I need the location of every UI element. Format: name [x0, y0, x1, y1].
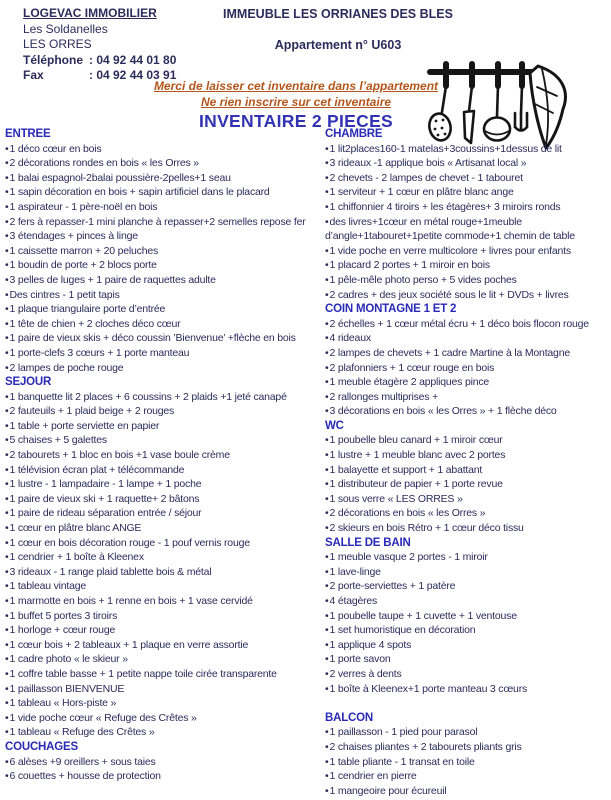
bullet-icon: •	[5, 522, 9, 535]
inventory-item: •2 rallonges multiprises +	[325, 390, 438, 403]
bullet-icon: •	[5, 390, 9, 403]
inventory-item: •1 tableau « Refuge des Crêtes »	[5, 726, 155, 739]
inventory-item: •2 fauteuils + 1 plaid beige + 2 rouges	[5, 405, 175, 418]
bullet-icon: •	[325, 259, 329, 272]
bullet-icon: •	[325, 346, 329, 359]
inventory-section	[325, 711, 611, 799]
bullet-icon: •	[5, 565, 9, 578]
phone-row	[23, 53, 176, 69]
inventory-item: •1 boudin de porte + 2 blocs porte	[5, 259, 157, 272]
inventory-item: •1 tête de chien + 2 cloches déco cœur	[5, 317, 181, 330]
bullet-icon: •	[325, 405, 329, 418]
section-title: COUCHAGES	[5, 740, 78, 753]
building-block	[188, 7, 488, 53]
inventory-section	[5, 375, 315, 740]
inventory-item: •1 horloge + cœur rouge	[5, 624, 116, 637]
bullet-icon: •	[5, 536, 9, 549]
apartment-number: Appartement n° U603	[274, 38, 402, 52]
inventory-item: •2 chaises pliantes + 2 tabourets pliants gris	[325, 740, 522, 753]
bullet-icon: •	[5, 361, 9, 374]
section-title: SALLE DE BAIN	[325, 536, 411, 549]
inventory-item: •2 plafonniers + 1 cœur rouge en bois	[325, 361, 495, 374]
building-name: IMMEUBLE LES ORRIANES DES BLES	[223, 7, 453, 21]
inventory-item: •3 pelles de luges + 1 paire de raquettes adulte	[5, 273, 216, 286]
inventory-item: •1 marmotte en bois + 1 renne en bois + 1 vase cervidé	[5, 595, 253, 607]
bullet-icon: •	[325, 244, 329, 257]
bullet-icon: •	[5, 653, 9, 666]
inventory-item: •4 étagères	[325, 595, 378, 607]
inventory-item: •1 cadre photo « le skieur »	[5, 653, 128, 666]
inventory-item: •1 tableau « Hors-piste »	[5, 697, 117, 710]
bullet-icon: •	[325, 361, 329, 374]
inventory-item: •1 cœur en plâtre blanc ANGE	[5, 522, 142, 535]
section-title: CHAMBRE	[325, 128, 383, 140]
inventory-item: •1 lave-linge	[325, 565, 381, 578]
phone-label: Téléphone	[23, 52, 84, 67]
bullet-icon: •	[5, 434, 9, 447]
bullet-icon: •	[325, 638, 329, 651]
bullet-icon: •	[325, 755, 329, 768]
bullet-icon: •	[325, 565, 329, 578]
inventory-item: •1 cœur en bois décoration rouge - 1 pouf vernis rouge	[5, 536, 250, 549]
inventory-section	[325, 302, 611, 419]
inventory-item: •1 coffre table basse + 1 petite nappe toile cirée transparente	[5, 667, 277, 680]
inventory-item: •1 télévision écran plat + télécommande	[5, 463, 185, 476]
inventory-item: •1 sous verre « LES ORRES »	[325, 492, 463, 505]
bullet-icon: •	[325, 492, 329, 505]
inventory-item: •1 porte-clefs 3 cœurs + 1 porte manteau	[5, 346, 190, 359]
bullet-icon: •	[5, 595, 9, 607]
inventory-item: •6 alèses +9 oreillers + sous taies	[5, 755, 156, 768]
agency-block	[23, 6, 176, 84]
bullet-icon: •	[5, 215, 9, 228]
inventory-item: •1 chiffonnier 4 tiroirs + les étagères+ 3 miroirs ronds	[325, 200, 561, 213]
inventory-item: •2 décorations en bois « les Orres »	[325, 507, 486, 520]
bullet-icon: •	[325, 157, 329, 170]
bullet-icon: •	[5, 186, 9, 199]
inventory-item: •2 décorations rondes en bois « les Orres »	[5, 157, 199, 170]
bullet-icon: •	[325, 682, 329, 695]
inventory-item: •2 échelles + 1 cœur métal écru + 1 déco bois flocon rouge	[325, 317, 589, 330]
bullet-icon: •	[5, 142, 9, 155]
left-column	[5, 127, 315, 784]
inventory-item: •1 set humoristique en décoration	[325, 624, 476, 637]
bullet-icon: •	[325, 273, 329, 286]
section-title: WC	[325, 419, 344, 432]
inventory-item: •1 lit2places160-1 matelas+3coussins+1dessus de lit	[325, 142, 562, 155]
bullet-icon: •	[325, 200, 329, 213]
inventory-item: •1 table + porte serviette en papier	[5, 419, 160, 432]
inventory-item: •2 tabourets + 1 bloc en bois +1 vase boule crème	[5, 449, 230, 462]
bullet-icon: •	[325, 463, 329, 476]
bullet-icon: •	[325, 609, 329, 622]
bullet-icon: •	[5, 682, 9, 695]
inventory-item: •1 buffet 5 portes 3 tiroirs	[5, 609, 118, 622]
inventory-section	[325, 127, 611, 302]
inventory-section	[5, 740, 315, 784]
inventory-item: •1 lustre + 1 meuble blanc avec 2 portes	[325, 449, 506, 462]
inventory-item: •1 sapin décoration en bois + sapin artificiel dans le placard	[5, 186, 270, 199]
bullet-icon: •	[5, 755, 9, 768]
inventory-item: •1 paire de vieux skis + déco coussin ’Bienvenue’ +flèche en bois	[5, 332, 296, 345]
inventory-item: •4 rideaux	[325, 332, 371, 345]
bullet-icon: •	[325, 726, 329, 739]
bullet-icon: •	[325, 142, 329, 155]
inventory-section	[5, 127, 315, 375]
bullet-icon: •	[325, 595, 329, 607]
bullet-icon: •	[325, 770, 329, 783]
inventory-item: •2 chevets - 2 lampes de chevet - 1 tabouret	[325, 171, 523, 184]
inventory-item: •1 plaque triangulaire porte d’entrée	[5, 303, 166, 316]
inventory-item: •1 paire de rideau séparation entrée / séjour	[5, 507, 202, 520]
inventory-item: •2 porte-serviettes + 1 patère	[325, 580, 456, 593]
bullet-icon: •	[5, 157, 9, 170]
bullet-icon: •	[5, 273, 9, 286]
inventory-item: •1 poubelle bleu canard + 1 miroir cœur	[325, 434, 503, 447]
inventory-item: •2 lampes de chevets + 1 cadre Martine à la Montagne	[325, 346, 570, 359]
bullet-icon: •	[5, 303, 9, 316]
right-column	[325, 127, 611, 798]
inventory-item: •1 distributeur de papier + 1 porte revue	[325, 478, 503, 491]
inventory-item: •1 cendrier en pierre	[325, 770, 417, 783]
inventory-item: •1 poubelle taupe + 1 cuvette + 1 ventouse	[325, 609, 517, 622]
notice-line-2: Ne rien inscrire sur cet inventaire	[200, 95, 392, 109]
bullet-icon: •	[5, 288, 9, 301]
inventory-item: •1 lustre - 1 lampadaire - 1 lampe + 1 poche	[5, 478, 202, 491]
inventory-item: •1 meuble étagère 2 appliques pince	[325, 376, 490, 389]
bullet-icon: •	[5, 317, 9, 330]
bullet-icon: •	[325, 434, 329, 447]
section-title: ENTREE	[5, 128, 51, 140]
bullet-icon: •	[5, 171, 9, 184]
bullet-icon: •	[325, 288, 329, 301]
inventory-item: •5 chaises + 5 galettes	[5, 434, 107, 447]
inventory-item: •2 cadres + des jeux société sous le lit + DVDs + livres	[325, 288, 569, 301]
bullet-icon: •	[5, 478, 9, 491]
bullet-icon: •	[5, 346, 9, 359]
inventory-item: •1 serviteur + 1 cœur en plâtre blanc ange	[325, 186, 514, 199]
bullet-icon: •	[325, 784, 329, 797]
bullet-icon: •	[5, 580, 9, 593]
bullet-icon: •	[5, 405, 9, 418]
bullet-icon: •	[5, 697, 9, 710]
section-title: BALCON	[325, 711, 373, 724]
bullet-icon: •	[325, 215, 329, 228]
bullet-icon: •	[325, 667, 329, 680]
inventory-item: •1 balai espagnol-2balai poussière-2pelles+1 seau	[5, 171, 231, 184]
bullet-icon: •	[5, 667, 9, 680]
inventory-item: •2 lampes de poche rouge	[5, 361, 124, 374]
bullet-icon: •	[5, 609, 9, 622]
agency-address-line-2: LES ORRES	[23, 37, 92, 51]
bullet-icon: •	[5, 711, 9, 724]
notice-line-1: Merci de laisser cet inventaire dans l’appartement	[153, 79, 439, 93]
bullet-icon: •	[325, 376, 329, 389]
bullet-icon: •	[5, 726, 9, 739]
bullet-icon: •	[325, 390, 329, 403]
bullet-icon: •	[325, 507, 329, 520]
inventory-item: •1 vide poche en verre multicolore + livres pour enfants	[325, 244, 571, 257]
bullet-icon: •	[5, 200, 9, 213]
section-title: SEJOUR	[5, 376, 52, 389]
inventory-item: •1 caissette marron + 20 peluches	[5, 244, 159, 257]
bullet-icon: •	[325, 332, 329, 345]
inventory-item: •1 banquette lit 2 places + 6 coussins + 2 plaids +1 jeté canapé	[5, 390, 287, 403]
bullet-icon: •	[325, 551, 329, 564]
bullet-icon: •	[325, 478, 329, 491]
inventory-item: •1 paire de vieux ski + 1 raquette+ 2 bâtons	[5, 492, 200, 505]
bullet-icon: •	[325, 522, 329, 535]
inventory-item: •3 rideaux - 1 range plaid tablette bois & métal	[5, 565, 212, 578]
bullet-icon: •	[5, 770, 9, 783]
bullet-icon: •	[325, 171, 329, 184]
bullet-icon: •	[325, 580, 329, 593]
section-title: COIN MONTAGNE 1 ET 2	[325, 303, 457, 316]
inventory-item: •3 décorations en bois « les Orres » + 1 flèche déco	[325, 405, 557, 418]
bullet-icon: •	[5, 419, 9, 432]
inventory-item: •2 fers à repasser-1 mini planche à repasser+2 semelles repose fer	[5, 215, 306, 228]
bullet-icon: •	[5, 259, 9, 272]
inventory-item: •1 déco cœur en bois	[5, 142, 102, 155]
bullet-icon: •	[325, 449, 329, 462]
bullet-icon: •	[5, 332, 9, 345]
inventory-item: •1 mangeoire pour écureuil	[325, 784, 447, 797]
inventory-item: •Des cintres - 1 petit tapis	[5, 288, 120, 301]
inventory-item: •3 rideaux -1 applique bois « Artisanat local »	[325, 157, 527, 170]
inventory-item: •1 aspirateur - 1 père-noël en bois	[5, 200, 158, 213]
inventory-item: •1 balayette et support + 1 abattant	[325, 463, 483, 476]
inventory-section	[325, 536, 611, 697]
bullet-icon: •	[5, 463, 9, 476]
inventory-item: •1 cendrier + 1 boîte à Kleenex	[5, 551, 144, 564]
bullet-icon: •	[5, 230, 9, 243]
inventory-item: •1 placard 2 portes + 1 miroir en bois	[325, 259, 490, 272]
bullet-icon: •	[5, 638, 9, 651]
inventory-item: •6 couettes + housse de protection	[5, 770, 161, 783]
inventory-item: •1 cœur bois + 2 tableaux + 1 plaque en verre assortie	[5, 638, 249, 651]
inventory-item: •2 skieurs en bois Rétro + 1 cœur déco tissu	[325, 522, 524, 535]
agency-name: LOGEVAC IMMOBILIER	[23, 6, 157, 20]
inventory-item: •1 table pliante - 1 transat en toile	[325, 755, 475, 768]
inventory-item: •1 paillasson BIENVENUE	[5, 682, 125, 695]
bullet-icon: •	[5, 624, 9, 637]
inventory-section	[325, 419, 611, 536]
bullet-icon: •	[5, 492, 9, 505]
fax-label: Fax	[23, 68, 44, 82]
inventory-item: •des livres+1cœur en métal rouge+1meuble d’angle+1tabouret+1petite commode+1 chemin de table	[325, 215, 575, 243]
inventory-item: •1 paillasson - 1 pied pour parasol	[325, 726, 478, 739]
inventory-item: •3 étendages + pinces à linge	[5, 230, 138, 243]
page-title: INVENTAIRE 2 PIECES	[198, 111, 394, 131]
inventory-item: •1 tableau vintage	[5, 580, 87, 593]
bullet-icon: •	[325, 624, 329, 637]
bullet-icon: •	[5, 449, 9, 462]
agency-address-line-1: Les Soldanelles	[23, 21, 108, 36]
bullet-icon: •	[325, 653, 329, 666]
inventory-item: •1 porte savon	[325, 653, 391, 666]
inventory-item: •1 applique 4 spots	[325, 638, 412, 651]
bullet-icon: •	[325, 740, 329, 753]
bullet-icon: •	[5, 551, 9, 564]
inventory-item: •1 meuble vasque 2 portes - 1 miroir	[325, 551, 488, 564]
inventory-item: •2 verres à dents	[325, 667, 402, 680]
bullet-icon: •	[5, 507, 9, 520]
fax-number: : 04 92 44 03 91	[89, 68, 177, 82]
inventory-item: •1 pêle-mêle photo perso + 5 vides poches	[325, 273, 517, 286]
inventory-item: •1 vide poche cœur « Refuge des Crêtes »	[5, 711, 197, 724]
bullet-icon: •	[325, 317, 329, 330]
inventory-item: •1 boîte à Kleenex+1 porte manteau 3 cœurs	[325, 682, 528, 695]
bullet-icon: •	[325, 186, 329, 199]
bullet-icon: •	[5, 244, 9, 257]
phone-number: : 04 92 44 01 80	[89, 52, 177, 67]
